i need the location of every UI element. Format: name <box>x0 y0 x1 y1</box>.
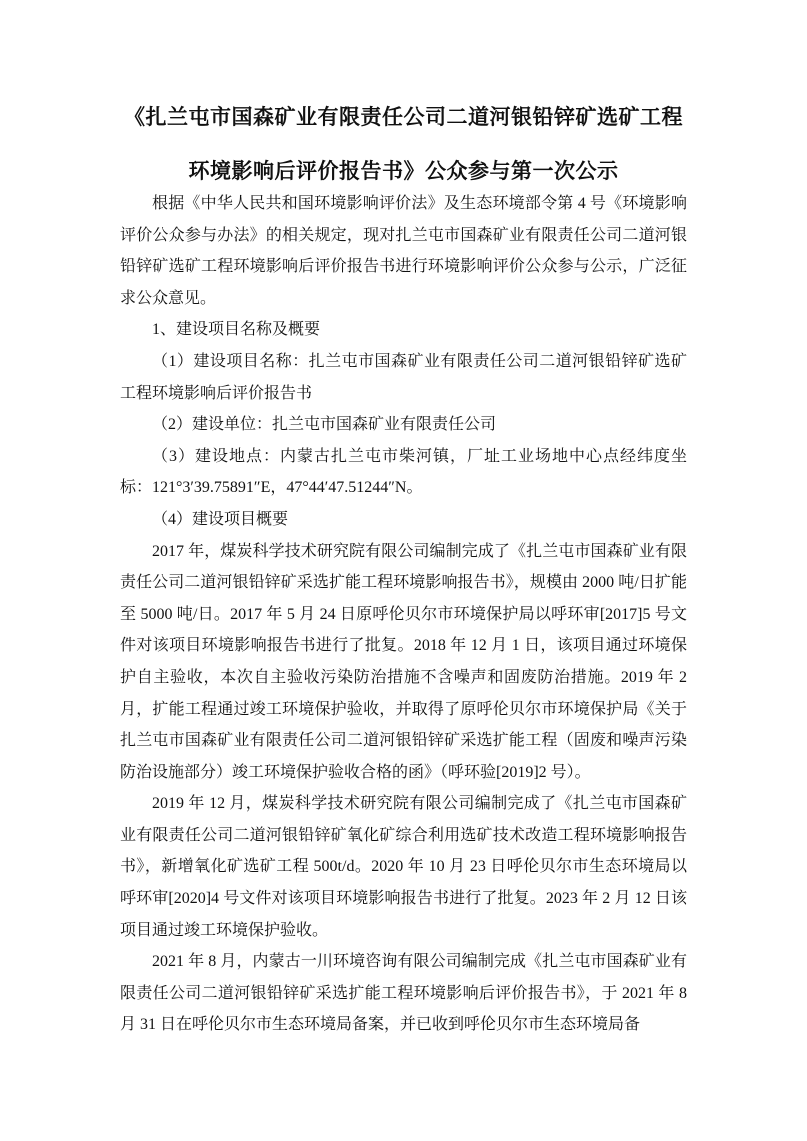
item-construction-unit: （2）建设单位：扎兰屯市国森矿业有限责任公司 <box>152 416 497 434</box>
document-title-line-1: 《扎兰屯市国森矿业有限责任公司二道河银铅锌矿选矿工程 <box>124 105 683 129</box>
paragraph-intro-legal-basis: 根据《中华人民共和国环境影响评价法》及生态环境部令第 4 号《环境影响评价公众参与办法》的相关规定，现对扎兰屯市国森矿业有限责任公司二道河银铅锌矿选矿工程环境影响后评价报告书进行环境影响评价公众参与公示，广泛征求公众意见。 <box>120 195 687 307</box>
paragraph-history-2019: 2019 年 12 月，煤炭科学技术研究院有限公司编制完成了《扎兰屯市国森矿业有限责任公司二道河银铅锌矿氧化矿综合利用选矿技术改造工程环境影响报告书》，新增氧化矿选矿工程 500t/d。2020 年 10 月 23 日呼伦贝尔市生态环境局以呼环审[2020]4 号文件对该项目环境影响报告书进行了批复。2023 年 2 月 12 日该项目通过竣工环境保护验收。 <box>120 795 687 939</box>
paragraph-history-2021: 2021 年 8 月，内蒙古一川环境咨询有限公司编制完成《扎兰屯市国森矿业有限责任公司二道河银铅锌矿采选扩能工程环境影响后评价报告书》，于 2021 年 8 月 31 日在呼伦贝尔市生态环境局备案，并已收到呼伦贝尔市生态环境局备 <box>120 953 687 1034</box>
item-project-overview-heading: （4）建设项目概要 <box>152 510 289 528</box>
document-title-line-2: 环境影响后评价报告书》公众参与第一次公示 <box>188 159 619 183</box>
item-project-name: （1）建设项目名称：扎兰屯市国森矿业有限责任公司二道河银铅锌矿选矿工程环境影响后评价报告书 <box>120 352 687 402</box>
document-title <box>120 90 687 198</box>
paragraph-history-2017: 2017 年，煤炭科学技术研究院有限公司编制完成了《扎兰屯市国森矿业有限责任公司二道河银铅锌矿采选扩能工程环境影响报告书》，规模由 2000 吨/日扩能至 5000 吨/日。2017 年 5 月 24 日原呼伦贝尔市环境保护局以呼环审[2017]5 号文件对该项目环境影响报告书进行了批复。2018 年 12 月 1 日，该项目通过环境保护自主验收，本次自主验收污染防治措施不含噪声和固废防治措施。2019 年 2 月，扩能工程通过竣工环境保护验收，并取得了原呼伦贝尔市环境保护局《关于扎兰屯市国森矿业有限责任公司二道河银铅锌矿采选扩能工程（固废和噪声污染防治设施部分）竣工环境保护验收合格的函》（呼环验[2019]2 号）。 <box>120 542 687 781</box>
section-heading-project-name-and-overview: 1、建设项目名称及概要 <box>152 321 321 339</box>
item-construction-location: （3）建设地点：内蒙古扎兰屯市柴河镇，厂址工业场地中心点经纬度坐标：121°3′39.75891″E，47°44′47.51244″N。 <box>120 447 687 497</box>
